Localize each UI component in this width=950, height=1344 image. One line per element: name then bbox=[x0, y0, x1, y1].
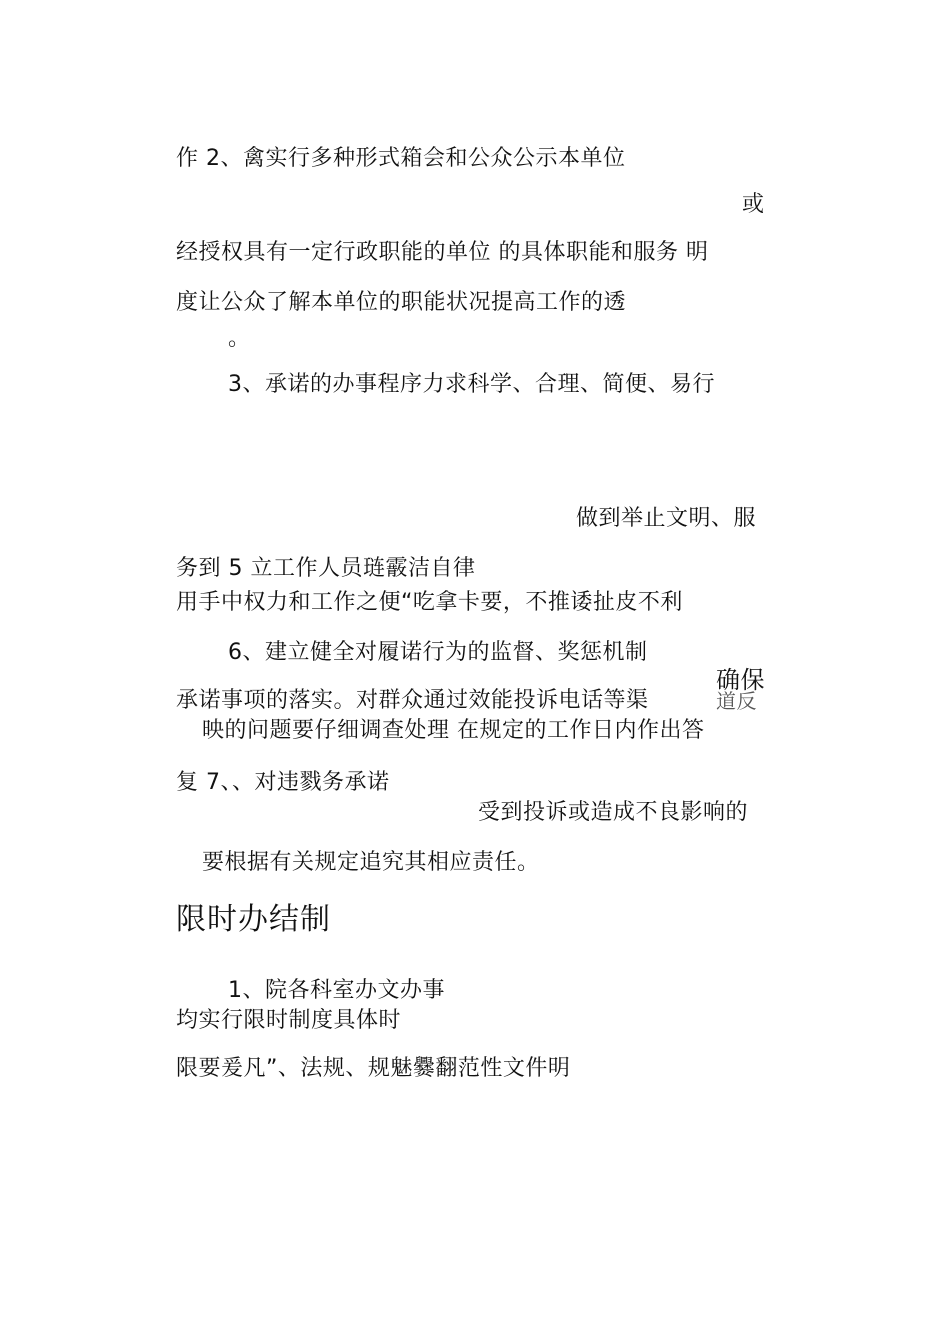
text-line: 1、院各科室办文办事 bbox=[228, 978, 445, 1003]
text-line: 确保 bbox=[716, 666, 765, 694]
text-line: 用手中权力和工作之便“吃拿卡要，不推诿扯皮不利 bbox=[176, 590, 683, 615]
text-line: 经授权具有一定行政职能的单位 的具体职能和服务 明 bbox=[176, 240, 709, 265]
text-line: 6、建立健全对履诺行为的监督、奖惩机制 bbox=[228, 640, 648, 665]
section-heading: 限时办结制 bbox=[176, 902, 331, 937]
text-line: 作 2、禽实行多种形式箱会和公众公示本单位 bbox=[176, 146, 626, 171]
text-line: 或 bbox=[742, 192, 765, 217]
text-line: 均实行限时制度具体时 bbox=[176, 1008, 402, 1033]
text-line: 务到 5 立工作人员琏霰洁自律 bbox=[176, 556, 476, 581]
text-line: 度让公众了解本单位的职能状况提高工作的透 bbox=[176, 290, 627, 315]
text-line: 做到举止文明、服 bbox=[576, 506, 757, 531]
text-line: 。 bbox=[228, 326, 251, 351]
text-line: 受到投诉或造成不良影响的 bbox=[478, 800, 749, 825]
text-line: 3、承诺的办事程序力求科学、合理、简便、易行 bbox=[228, 372, 715, 397]
text-line: 复 7、、对违戮务承诺 bbox=[176, 770, 390, 795]
text-line: 承诺事项的落实。对群众通过效能投诉电话等渠 bbox=[176, 688, 649, 713]
text-line: 要根据有关规定追究其相应责任。 bbox=[202, 850, 540, 875]
text-line: 道反 bbox=[716, 689, 757, 713]
text-line: 映的问题要仔细调查处理 在规定的工作日内作出答 bbox=[202, 718, 705, 743]
text-line: 限要爰凡”、法规、规魅爨翻范性文件明 bbox=[176, 1056, 571, 1081]
